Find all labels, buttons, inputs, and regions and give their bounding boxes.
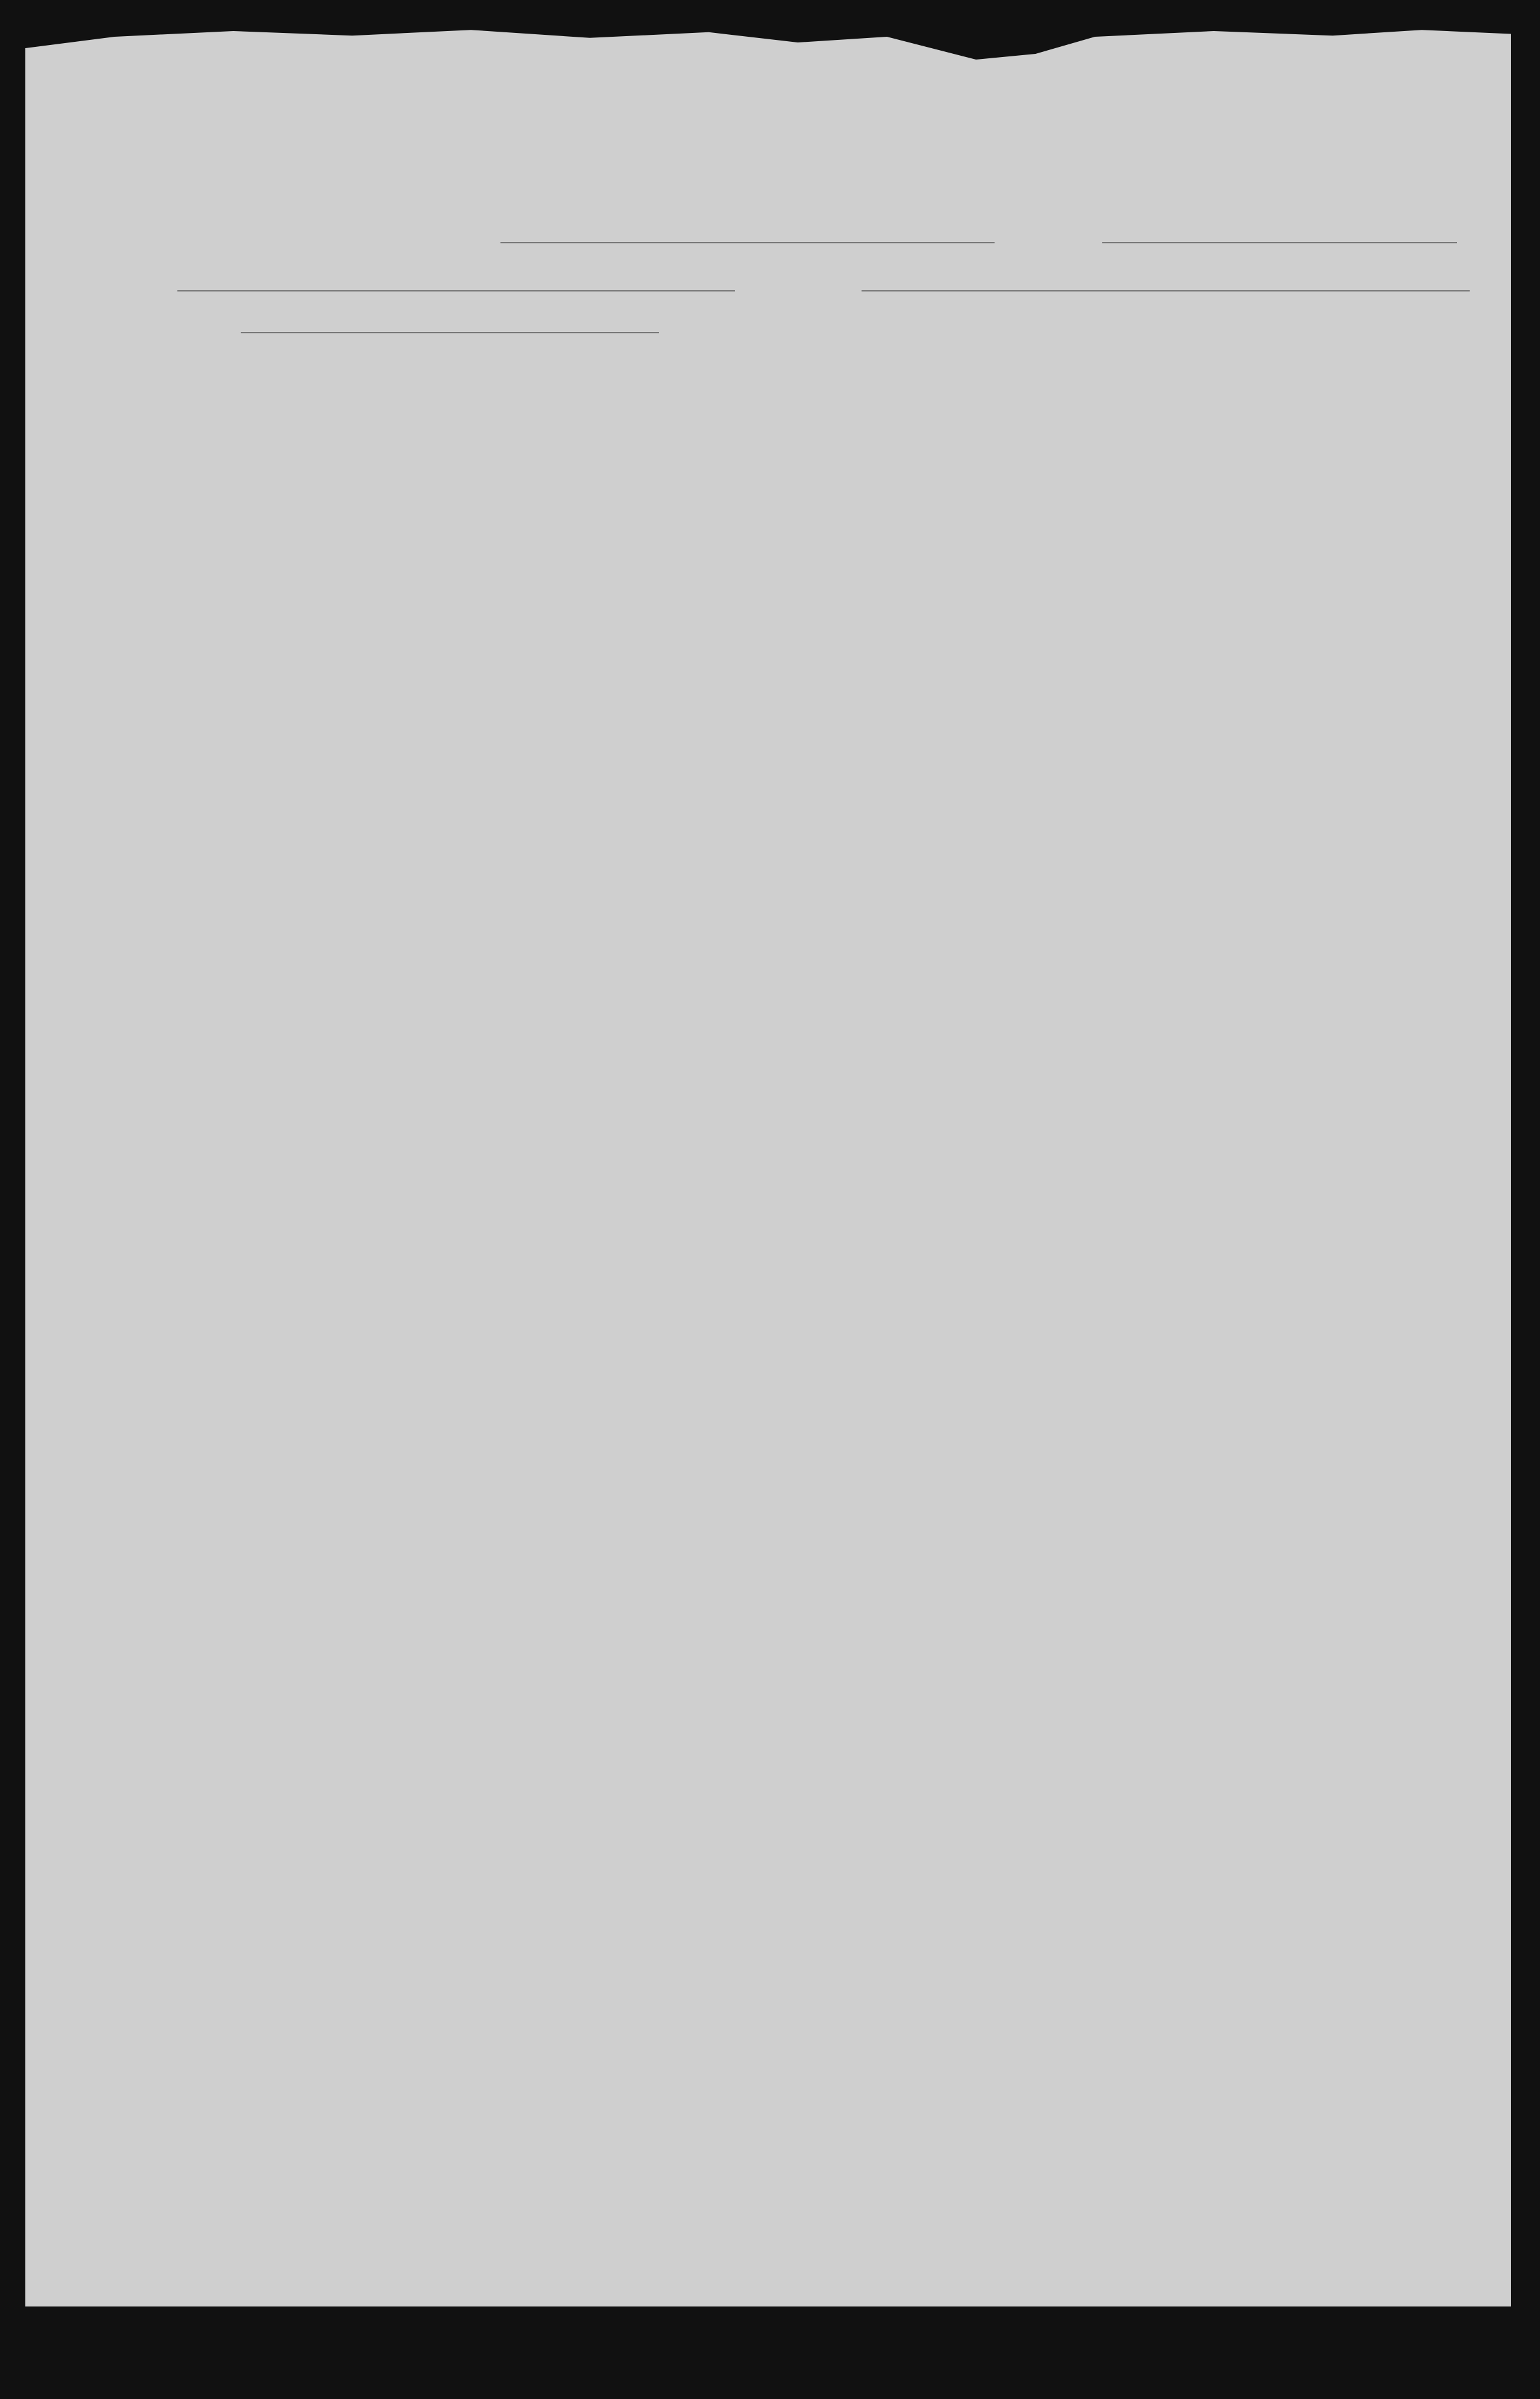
crew-table-grid <box>25 70 1511 2306</box>
crew-list-document <box>25 70 1511 2306</box>
